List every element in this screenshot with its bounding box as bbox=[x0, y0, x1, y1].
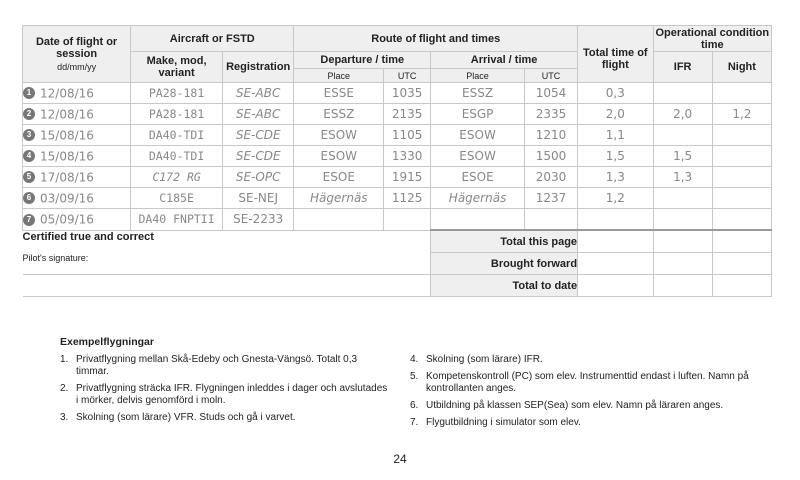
header-ifr: IFR bbox=[653, 52, 712, 83]
arr-utc-cell: 1210 bbox=[525, 125, 578, 146]
ifr-cell bbox=[653, 188, 712, 209]
ifr-cell bbox=[653, 83, 712, 104]
date-cell bbox=[23, 125, 131, 146]
note-item bbox=[410, 371, 790, 395]
totals-row bbox=[23, 230, 772, 253]
date-value: 03/09/16 bbox=[40, 191, 94, 206]
total-to-date-label: Total to date bbox=[431, 275, 578, 297]
table-row bbox=[23, 188, 772, 209]
brought-forward-ifr[interactable] bbox=[653, 253, 712, 275]
row-number-badge: 3 bbox=[23, 129, 35, 141]
logbook-table bbox=[22, 25, 772, 297]
arr-place-cell: ESOW bbox=[431, 125, 525, 146]
note-item bbox=[410, 417, 790, 429]
dep-place-cell: ESSE bbox=[294, 83, 384, 104]
registration-cell: SE-ABC bbox=[222, 83, 293, 104]
note-item bbox=[60, 383, 390, 407]
make-cell: DA40 FNPTII bbox=[131, 209, 223, 231]
brought-forward-night[interactable] bbox=[712, 253, 771, 275]
total-cell: 1,5 bbox=[578, 146, 654, 167]
header-registration: Registration bbox=[222, 52, 293, 83]
table-row bbox=[23, 146, 772, 167]
total-cell bbox=[578, 209, 654, 231]
note-text: Kompetenskontroll (PC) som elev. Instrumenttid endast i luften. Namn på kontrollanten anges. bbox=[426, 371, 749, 394]
totals-row bbox=[23, 253, 772, 275]
note-text: Skolning (som lärare) IFR. bbox=[426, 354, 543, 365]
registration-cell: SE-2233 bbox=[222, 209, 293, 231]
note-number: 3. bbox=[60, 412, 69, 423]
note-item bbox=[60, 412, 390, 424]
dep-place-cell: ESSZ bbox=[294, 104, 384, 125]
registration-cell: SE-OPC bbox=[222, 167, 293, 188]
total-this-page-total[interactable] bbox=[578, 230, 654, 253]
note-item bbox=[410, 354, 790, 366]
note-text: Privatflygning sträcka IFR. Flygningen inleddes i dager och avslutades i mörker, delvis genomförd i moln. bbox=[76, 383, 388, 406]
registration-cell: SE-NEJ bbox=[222, 188, 293, 209]
note-number: 6. bbox=[410, 400, 419, 411]
header-date bbox=[23, 26, 131, 83]
night-cell bbox=[712, 125, 771, 146]
date-value: 15/08/16 bbox=[40, 149, 94, 164]
registration-cell: SE-ABC bbox=[222, 104, 293, 125]
total-cell: 1,2 bbox=[578, 188, 654, 209]
header-dep-place: Place bbox=[294, 69, 384, 83]
date-cell bbox=[23, 167, 131, 188]
date-value: 12/08/16 bbox=[40, 107, 94, 122]
arr-utc-cell: 2030 bbox=[525, 167, 578, 188]
registration-cell: SE-CDE bbox=[222, 146, 293, 167]
notes-title: Exempelflygningar bbox=[60, 336, 154, 348]
header-route: Route of flight and times bbox=[294, 26, 578, 52]
note-number: 4. bbox=[410, 354, 419, 365]
header-night: Night bbox=[712, 52, 771, 83]
header-date-label: Date of flight or session bbox=[35, 36, 118, 60]
example-flights-notes bbox=[60, 336, 780, 428]
header-arr-utc: UTC bbox=[525, 69, 578, 83]
make-cell: C172 RG bbox=[131, 167, 223, 188]
ifr-cell: 1,5 bbox=[653, 146, 712, 167]
notes-right-column bbox=[410, 354, 790, 434]
dep-place-cell bbox=[294, 209, 384, 231]
note-text: Utbildning på klassen SEP(Sea) som elev. Namn på läraren anges. bbox=[426, 400, 724, 411]
note-text: Flygutbildning i simulator som elev. bbox=[426, 417, 581, 428]
date-value: 15/08/16 bbox=[40, 128, 94, 143]
night-cell bbox=[712, 209, 771, 231]
night-cell bbox=[712, 188, 771, 209]
certified-text: Certified true and correct bbox=[22, 230, 154, 243]
total-this-page-night[interactable] bbox=[712, 230, 771, 253]
total-cell: 2,0 bbox=[578, 104, 654, 125]
notes-left-column bbox=[60, 354, 390, 429]
dep-place-cell: ESOW bbox=[294, 146, 384, 167]
header-arrival: Arrival / time bbox=[431, 52, 578, 69]
signature-label: Pilot's signature: bbox=[22, 252, 89, 263]
row-number-badge: 7 bbox=[23, 214, 35, 226]
make-cell: DA40-TDI bbox=[131, 125, 223, 146]
date-cell bbox=[23, 209, 131, 231]
make-cell: DA40-TDI bbox=[131, 146, 223, 167]
date-cell bbox=[23, 146, 131, 167]
dep-utc-cell: 2135 bbox=[384, 104, 431, 125]
table-row bbox=[23, 125, 772, 146]
dep-utc-cell: 1125 bbox=[384, 188, 431, 209]
night-cell bbox=[712, 167, 771, 188]
brought-forward-total[interactable] bbox=[578, 253, 654, 275]
arr-place-cell: ESGP bbox=[431, 104, 525, 125]
night-cell bbox=[712, 83, 771, 104]
row-number-badge: 5 bbox=[23, 171, 35, 183]
dep-utc-cell: 1035 bbox=[384, 83, 431, 104]
total-to-date-total[interactable] bbox=[578, 275, 654, 297]
arr-utc-cell: 1054 bbox=[525, 83, 578, 104]
dep-utc-cell: 1105 bbox=[384, 125, 431, 146]
arr-utc-cell: 1237 bbox=[525, 188, 578, 209]
date-cell bbox=[23, 104, 131, 125]
note-item bbox=[410, 400, 790, 412]
date-value: 17/08/16 bbox=[40, 170, 94, 185]
ifr-cell bbox=[653, 125, 712, 146]
date-cell bbox=[23, 83, 131, 104]
arr-utc-cell bbox=[525, 209, 578, 231]
row-number-badge: 2 bbox=[23, 108, 35, 120]
table-row bbox=[23, 209, 772, 231]
dep-utc-cell: 1915 bbox=[384, 167, 431, 188]
registration-cell: SE-CDE bbox=[222, 125, 293, 146]
arr-place-cell: ESSZ bbox=[431, 83, 525, 104]
dep-place-cell: Hägernäs bbox=[294, 188, 384, 209]
make-cell: PA28-181 bbox=[131, 83, 223, 104]
row-number-badge: 4 bbox=[23, 150, 35, 162]
header-departure: Departure / time bbox=[294, 52, 431, 69]
note-number: 2. bbox=[60, 383, 69, 394]
table-row bbox=[23, 104, 772, 125]
header-aircraft: Aircraft or FSTD bbox=[131, 26, 294, 52]
dep-place-cell: ESOE bbox=[294, 167, 384, 188]
arr-utc-cell: 2335 bbox=[525, 104, 578, 125]
table-row bbox=[23, 167, 772, 188]
note-text: Privatflygning mellan Skå-Edeby och Gnesta-Vängsö. Totalt 0,3 timmar. bbox=[76, 354, 358, 377]
date-value: 05/09/16 bbox=[40, 212, 94, 227]
arr-place-cell bbox=[431, 209, 525, 231]
make-cell: C185E bbox=[131, 188, 223, 209]
date-cell bbox=[23, 188, 131, 209]
note-text: Skolning (som lärare) VFR. Studs och gå i varvet. bbox=[76, 412, 296, 423]
arr-utc-cell: 1500 bbox=[525, 146, 578, 167]
header-dep-utc: UTC bbox=[384, 69, 431, 83]
total-to-date-ifr[interactable] bbox=[653, 275, 712, 297]
header-total-time: Total time of flight bbox=[578, 26, 654, 83]
header-operational: Operational condition time bbox=[653, 26, 771, 52]
total-cell: 1,1 bbox=[578, 125, 654, 146]
table-row bbox=[23, 83, 772, 104]
night-cell bbox=[712, 146, 771, 167]
header-date-format: dd/mm/yy bbox=[57, 62, 97, 72]
total-to-date-night[interactable] bbox=[712, 275, 771, 297]
arr-place-cell: Hägernäs bbox=[431, 188, 525, 209]
header-arr-place: Place bbox=[431, 69, 525, 83]
night-cell: 1,2 bbox=[712, 104, 771, 125]
dep-place-cell: ESOW bbox=[294, 125, 384, 146]
totals-row bbox=[23, 275, 772, 297]
note-number: 1. bbox=[60, 354, 69, 365]
page-number: 24 bbox=[393, 452, 407, 466]
ifr-cell: 2,0 bbox=[653, 104, 712, 125]
ifr-cell: 1,3 bbox=[653, 167, 712, 188]
dep-utc-cell bbox=[384, 209, 431, 231]
note-number: 5. bbox=[410, 371, 419, 382]
total-cell: 0,3 bbox=[578, 83, 654, 104]
make-cell: PA28-181 bbox=[131, 104, 223, 125]
total-this-page-ifr[interactable] bbox=[653, 230, 712, 253]
arr-place-cell: ESOE bbox=[431, 167, 525, 188]
total-cell: 1,3 bbox=[578, 167, 654, 188]
signature-area[interactable] bbox=[23, 275, 431, 297]
header-make: Make, mod, variant bbox=[131, 52, 223, 83]
note-number: 7. bbox=[410, 417, 419, 428]
total-this-page-label: Total this page bbox=[431, 230, 578, 253]
dep-utc-cell: 1330 bbox=[384, 146, 431, 167]
brought-forward-label: Brought forward bbox=[431, 253, 578, 275]
date-value: 12/08/16 bbox=[40, 86, 94, 101]
row-number-badge: 6 bbox=[23, 192, 35, 204]
row-number-badge: 1 bbox=[23, 87, 35, 99]
note-item bbox=[60, 354, 390, 378]
ifr-cell bbox=[653, 209, 712, 231]
arr-place-cell: ESOW bbox=[431, 146, 525, 167]
